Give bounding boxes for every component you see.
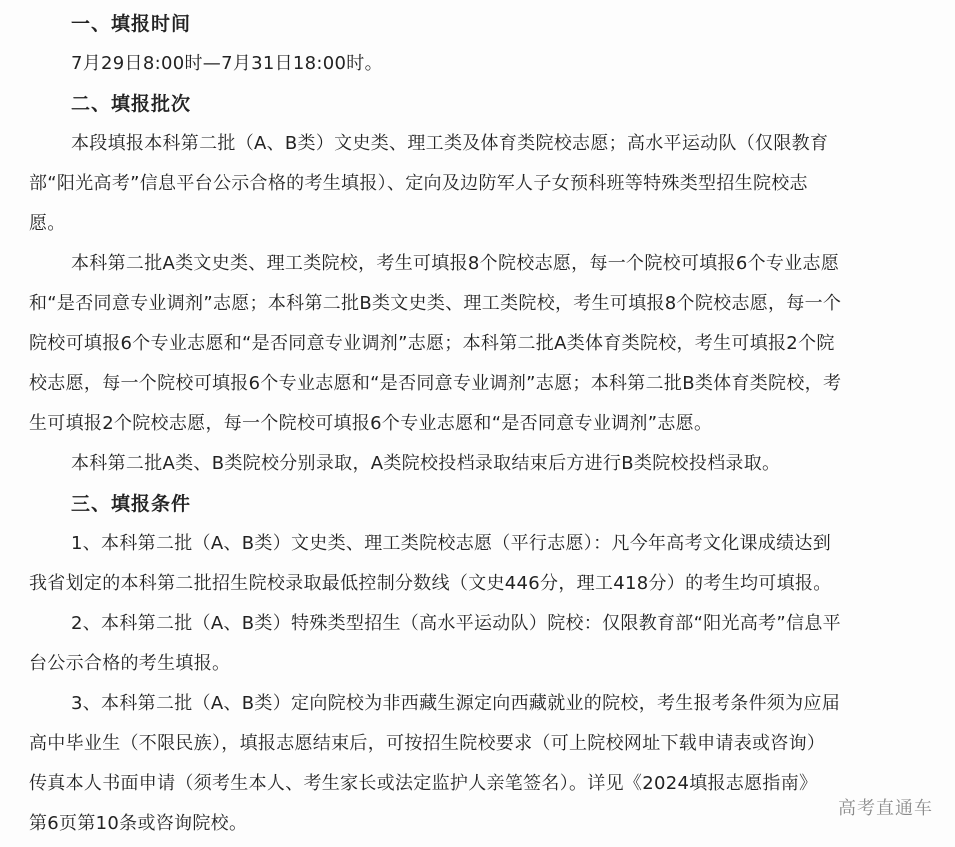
paragraph-line: 和“是否同意专业调剂”志愿；本科第二批B类文史类、理工类院校，考生可填报8个院校志愿，每一个 xyxy=(29,293,842,314)
paragraph-line: 第6页第10条或咨询院校。 xyxy=(29,813,248,834)
batch-paragraph-2 xyxy=(29,244,929,444)
paragraph-line: 本科第二批A类、B类院校分别录取，A类院校投档录取结束后方进行B类院校投档录取。 xyxy=(71,453,781,474)
batch-paragraph-1 xyxy=(29,124,929,244)
section-heading-fill-conditions: 三、填报条件 xyxy=(71,493,192,515)
section-heading-fill-batch: 二、填报批次 xyxy=(71,93,192,115)
conditions-paragraph-3 xyxy=(29,684,929,844)
paragraph-line: 2、本科第二批（A、B类）特殊类型招生（高水平运动队）院校：仅限教育部“阳光高考”信息平 xyxy=(71,613,841,634)
paragraph-line: 3、本科第二批（A、B类）定向院校为非西藏生源定向西藏就业的院校，考生报考条件须为应届 xyxy=(71,693,841,714)
document-body xyxy=(29,4,929,844)
paragraph-line: 我省划定的本科第二批招生院校录取最低控制分数线（文史446分，理工418分）的考生均可填报。 xyxy=(29,573,832,594)
paragraph-line: 台公示合格的考生填报。 xyxy=(29,653,231,674)
paragraph-line: 院校可填报6个专业志愿和“是否同意专业调剂”志愿；本科第二批A类体育类院校，考生可填报2个院 xyxy=(29,333,835,354)
paragraph-line: 愿。 xyxy=(29,213,66,234)
paragraph-line: 本段填报本科第二批（A、B类）文史类、理工类及体育类院校志愿；高水平运动队（仅限教育 xyxy=(71,133,829,154)
batch-paragraph-3 xyxy=(29,444,929,484)
section-heading-fill-time: 一、填报时间 xyxy=(71,13,192,35)
paragraph-line: 高中毕业生（不限民族），填报志愿结束后，可按招生院校要求（可上院校网址下载申请表或咨询） xyxy=(29,733,826,754)
paragraph-line: 校志愿，每一个院校可填报6个专业志愿和“是否同意专业调剂”志愿；本科第二批B类体育类院校，考 xyxy=(29,373,842,394)
conditions-paragraph-1 xyxy=(29,524,929,604)
conditions-paragraph-2 xyxy=(29,604,929,684)
paragraph-line: 生可填报2个院校志愿，每一个院校可填报6个专业志愿和“是否同意专业调剂”志愿。 xyxy=(29,413,713,434)
fill-time-text: 7月29日8:00时—7月31日18:00时。 xyxy=(71,53,383,74)
watermark-text: 高考直通车 xyxy=(838,798,933,819)
paragraph-line: 本科第二批A类文史类、理工类院校，考生可填报8个院校志愿，每一个院校可填报6个专业志愿 xyxy=(71,253,840,274)
paragraph-line: 1、本科第二批（A、B类）文史类、理工类院校志愿（平行志愿）：凡今年高考文化课成绩达到 xyxy=(71,533,832,554)
paragraph-line: 传真本人书面申请（须考生本人、考生家长或法定监护人亲笔签名）。详见《2024填报志愿指南》 xyxy=(29,773,818,794)
paragraph-line: 部“阳光高考”信息平台公示合格的考生填报）、定向及边防军人子女预科班等特殊类型招生院校志 xyxy=(29,173,808,194)
